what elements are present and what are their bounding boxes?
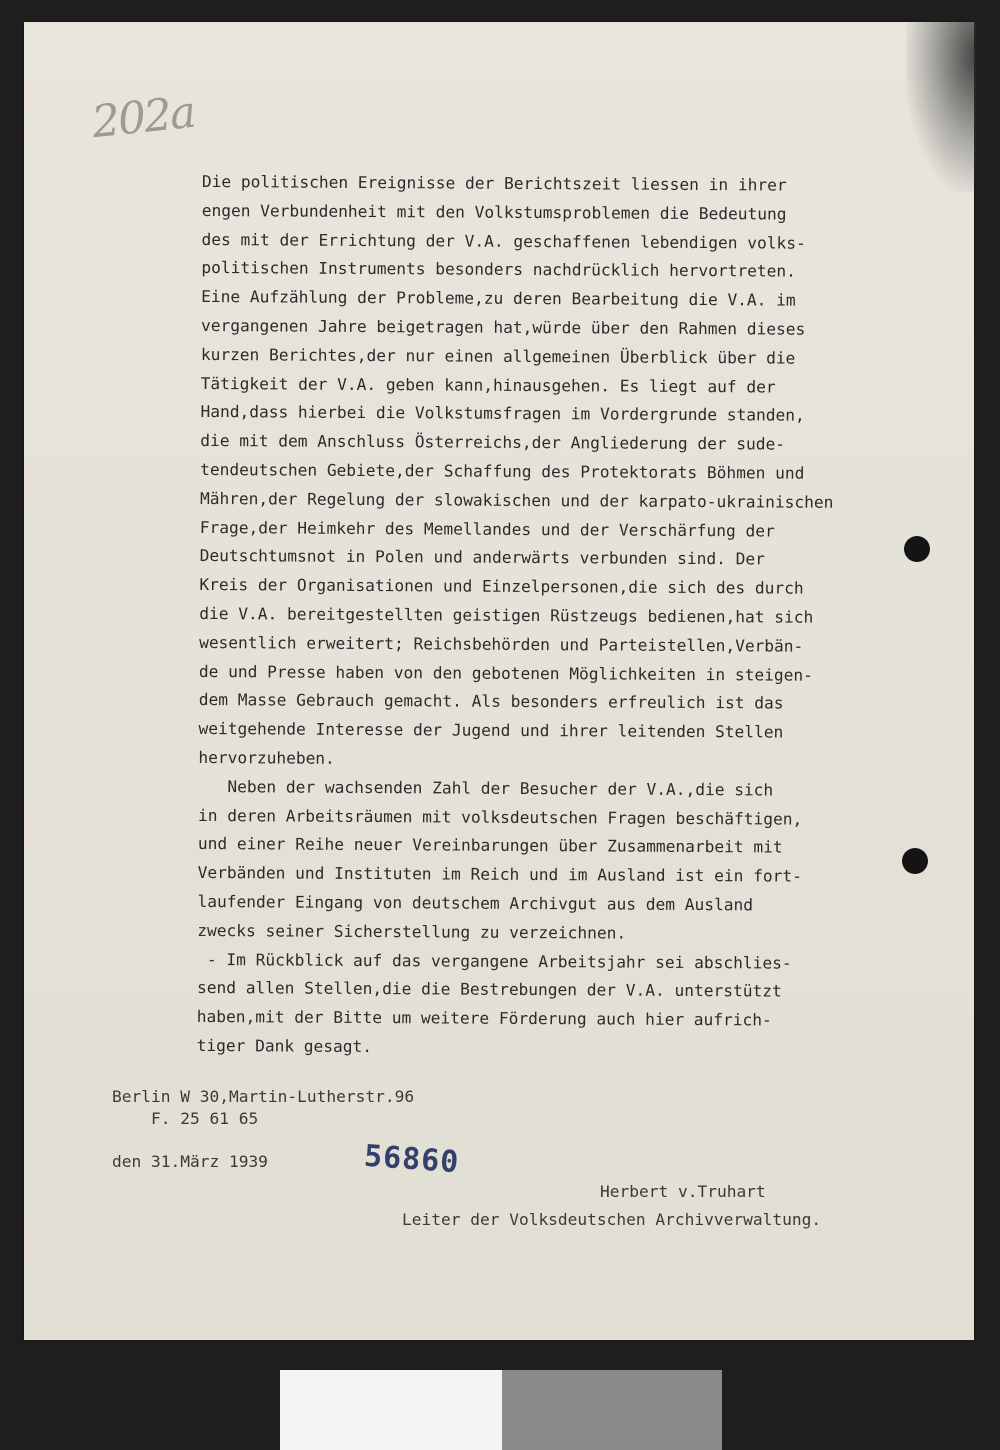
sender-address bbox=[112, 1086, 414, 1130]
signer-name: Herbert v.Truhart bbox=[600, 1182, 766, 1201]
body-line: des mit der Errichtung der V.A. geschaffenen lebendigen volks- bbox=[201, 229, 806, 253]
body-line: Neben der wachsenden Zahl der Besucher der V.A.,die sich bbox=[198, 776, 774, 800]
archive-pencil-mark: 202a bbox=[89, 86, 197, 149]
body-line: laufender Eingang von deutschem Archivgut aus dem Ausland bbox=[197, 891, 754, 915]
body-line: die V.A. bereitgestellten geistigen Rüstzeugs bedienen,hat sich bbox=[199, 603, 814, 627]
body-line: politischen Instruments besonders nachdrücklich hervortreten. bbox=[201, 258, 796, 282]
body-line: Hand,dass hierbei die Volkstumsfragen im Vordergrunde standen, bbox=[200, 402, 805, 426]
address-line: Berlin W 30,Martin-Lutherstr.96 bbox=[112, 1087, 415, 1106]
body-line: dem Masse Gebrauch gemacht. Als besonders erfreulich ist das bbox=[198, 690, 784, 713]
signer-title: Leiter der Volksdeutschen Archivverwaltung. bbox=[402, 1210, 822, 1229]
letter-body bbox=[197, 168, 962, 1065]
body-line: Mähren,der Regelung der slowakischen und der karpato-ukrainischen bbox=[199, 488, 834, 512]
body-line: Deutschtumsnot in Polen und anderwärts verbunden sind. Der bbox=[199, 546, 765, 569]
body-line: - Im Rückblick auf das vergangene Arbeitsjahr sei abschlies- bbox=[197, 949, 792, 973]
white-calibration-card bbox=[280, 1370, 502, 1450]
grey-calibration-card bbox=[502, 1370, 722, 1450]
body-line: Verbänden und Instituten im Reich und im Ausland ist ein fort- bbox=[197, 863, 802, 886]
archive-stamp-number: 56860 bbox=[362, 1138, 461, 1181]
body-line: zwecks seiner Sicherstellung zu verzeichnen. bbox=[197, 920, 627, 943]
body-line: send allen Stellen,die die Bestrebungen der V.A. unterstützt bbox=[196, 978, 782, 1001]
body-line: wesentlich erweitert; Reichsbehörden und Parteistellen,Verbän- bbox=[199, 632, 804, 656]
body-line: haben,mit der Bitte um weitere Förderung auch hier aufrich- bbox=[196, 1007, 772, 1030]
body-line: kurzen Berichtes,der nur einen allgemeinen Überblick über die bbox=[200, 344, 796, 368]
body-line: tendeutschen Gebiete,der Schaffung des Protektorats Böhmen und bbox=[200, 459, 805, 483]
letter-date: den 31.März 1939 bbox=[112, 1152, 268, 1171]
body-line: engen Verbundenheit mit den Volkstumsproblemen die Bedeutung bbox=[201, 200, 787, 224]
body-line: vergangenen Jahre beigetragen hat,würde über den Rahmen dieses bbox=[200, 315, 806, 339]
body-line: die mit dem Anschluss Österreichs,der Angliederung der sude- bbox=[200, 431, 786, 454]
body-line: Die politischen Ereignisse der Berichtszeit liessen in ihrer bbox=[201, 171, 787, 195]
body-line: de und Presse haben von den gebotenen Möglichkeiten in steigen- bbox=[198, 661, 813, 685]
body-line: Eine Aufzählung der Probleme,zu deren Bearbeitung die V.A. im bbox=[201, 287, 796, 310]
body-line: und einer Reihe neuer Vereinbarungen über Zusammenarbeit mit bbox=[197, 834, 783, 857]
body-line: tiger Dank gesagt. bbox=[196, 1035, 373, 1056]
body-line: Kreis der Organisationen und Einzelpersonen,die sich des durch bbox=[199, 575, 804, 598]
phone-line: F. 25 61 65 bbox=[150, 1109, 259, 1128]
body-line: hervorzuheben. bbox=[198, 747, 335, 768]
body-line: Frage,der Heimkehr des Memellandes und der Verschärfung der bbox=[199, 517, 775, 541]
body-line: weitgehende Interesse der Jugend und ihrer leitenden Stellen bbox=[198, 719, 784, 742]
body-line: in deren Arbeitsräumen mit volksdeutschen Fragen beschäftigen, bbox=[197, 805, 803, 829]
body-line: Tätigkeit der V.A. geben kann,hinausgehen. Es liegt auf der bbox=[200, 373, 776, 397]
